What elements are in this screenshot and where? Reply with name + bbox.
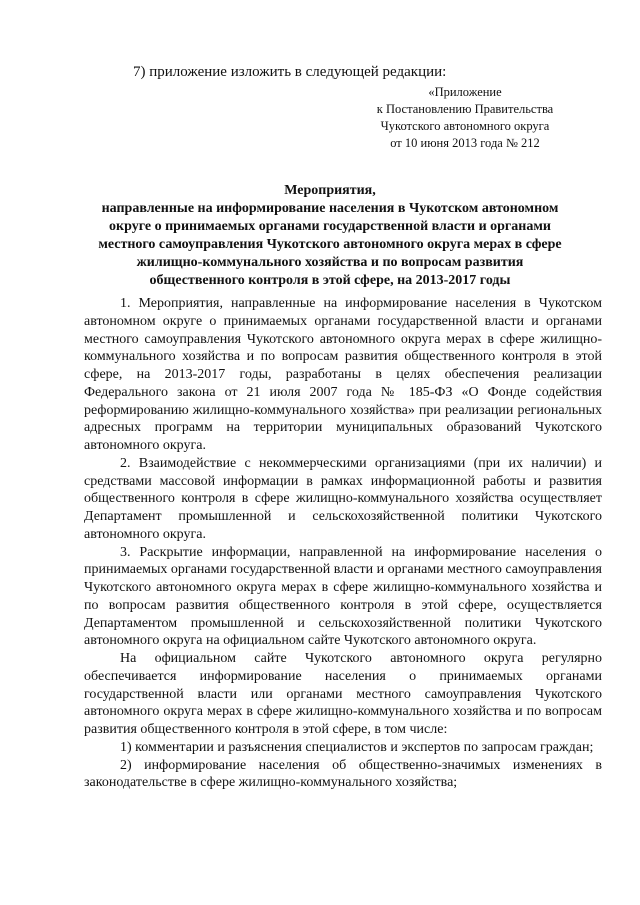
appendix-line-3: Чукотского автономного округа <box>380 119 550 133</box>
title-line-6: общественного контроля в этой сфере, на 2013-2017 годы <box>149 273 511 288</box>
intro-line: 7) приложение изложить в следующей редакции: <box>133 64 447 80</box>
paragraph-2: 2. Взаимодействие с некоммерческими организациями (при их наличии) и средствами массовой информации в рамках информационной работы и развития общественного контроля в сфере жилищно-коммунального хозяйства осуществляет Департамент промышленной и сельскохозяйственной политики Чукотского автономного округа. <box>84 455 602 542</box>
list-item-1: 1) комментарии и разъяснения специалистов и экспертов по запросам граждан; <box>120 739 594 755</box>
document-body <box>84 295 602 792</box>
paragraph-1: 1. Мероприятия, направленные на информирование населения в Чукотском автономном округе о принимаемых органами государственной власти и органами местного самоуправления Чукотского автономного округа мерах в сфере жилищно-коммунального хозяйства и по вопросам развития общественного контроля в этой сфере, на 2013-2017 годы, разработаны в целях обеспечения реализации Федерального закона от 21 июля 2007 года № 185-ФЗ «О Фонде содействия реформированию жилищно-коммунального хозяйства» при реализации региональных адресных программ на территории муниципальных образований Чукотского автономного округа. <box>84 296 602 453</box>
appendix-line-1: «Приложение <box>428 85 502 99</box>
title-line-2: направленные на информирование населения в Чукотском автономном <box>101 201 559 216</box>
title-line-5: жилищно-коммунального хозяйства и по вопросам развития <box>136 255 524 270</box>
appendix-line-2: к Постановлению Правительства <box>376 102 554 116</box>
appendix-line-4: от 10 июня 2013 года № 212 <box>390 136 540 150</box>
paragraph-4: На официальном сайте Чукотского автономного округа регулярно обеспечивается информирование населения о принимаемых органами государственной власти или органами местного самоуправления Чукотского автономного округа мерах в сфере жилищно-коммунального хозяйства и по вопросам развития общественного контроля в этой сфере, в том числе: <box>84 651 602 737</box>
document-title <box>70 182 590 290</box>
title-line-3: округе о принимаемых органами государственной власти и органами <box>109 219 551 234</box>
list-item-2: 2) информирование населения об общественно-значимых изменениях в законодательстве в сфере жилищно-коммунального хозяйства; <box>84 757 602 791</box>
appendix-header <box>340 84 590 152</box>
title-line-4: местного самоуправления Чукотского автономного округа мерах в сфере <box>98 237 562 252</box>
title-line-1: Мероприятия, <box>284 183 376 198</box>
paragraph-3: 3. Раскрытие информации, направленной на информирование населения о принимаемых органами государственной власти и органами местного самоуправления Чукотского автономного округа мерах в сфере жилищно-коммунального хозяйства и по вопросам развития общественного контроля в этой сфере, осуществляется Департаментом промышленной и сельскохозяйственной политики Чукотского автономного округа на официальном сайте Чукотского автономного округа. <box>84 544 602 649</box>
